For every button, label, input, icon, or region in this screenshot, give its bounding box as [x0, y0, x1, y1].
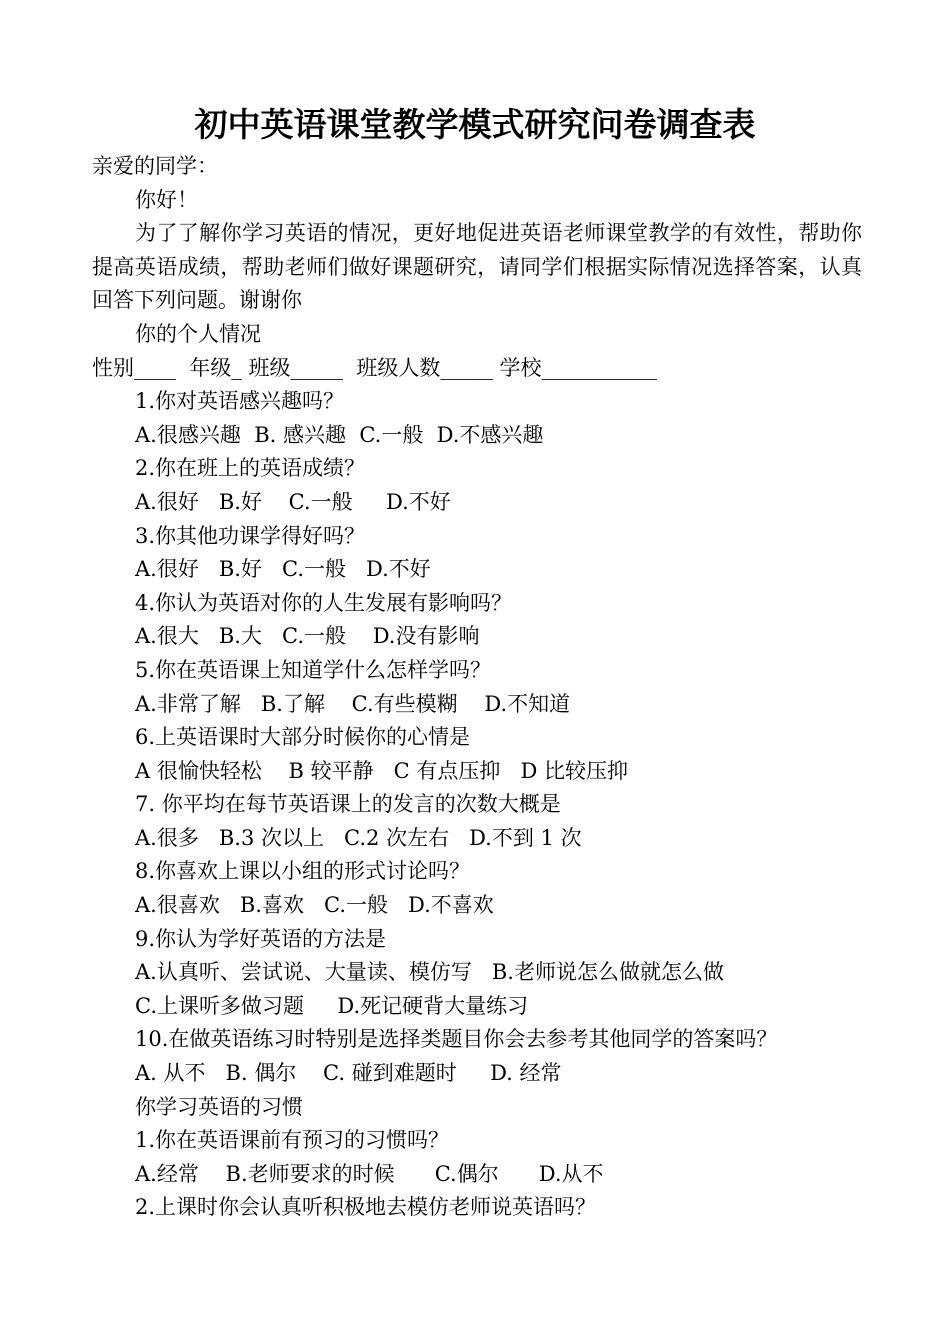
greeting: 亲爱的同学： — [92, 154, 218, 178]
question-3: 3.你其他功课学得好吗？ — [135, 523, 366, 548]
question-1: 1.你对英语感兴趣吗？ — [135, 389, 345, 414]
question-8: 8.你喜欢上课以小组的形式讨论吗？ — [135, 859, 471, 884]
answer-options-6: A 很愉快轻松 B 较平静 C 有点压抑 D 比较压抑 — [135, 758, 628, 783]
answer-options-7: A.很多 B.3 次以上 C.2 次左右 D.不到 1 次 — [135, 825, 582, 850]
personal-info-line: 性别____ 年级_ 班级_____ 班级人数_____ 学校___________ — [92, 355, 658, 380]
question-4: 4.你认为英语对你的人生发展有影响吗？ — [135, 590, 513, 615]
question-5: 5.你在英语课上知道学什么怎样学吗？ — [135, 657, 492, 682]
section-personal-heading: 你的个人情况 — [135, 321, 261, 346]
document-body — [92, 150, 862, 1225]
page-title: 初中英语课堂教学模式研究问卷调查表 — [194, 105, 756, 144]
answer-options-5: A.非常了解 B.了解 C.有些模糊 D.不知道 — [135, 691, 571, 716]
question-9: 9.你认为学好英语的方法是 — [135, 926, 387, 951]
question-2: 2.你在班上的英语成绩？ — [135, 456, 366, 481]
question-10: 10.在做英语练习时特别是选择类题目你会去参考其他同学的答案吗？ — [135, 1027, 778, 1052]
habit-question-1: 1.你在英语课前有预习的习惯吗？ — [135, 1128, 450, 1153]
habit-question-2: 2.上课时你会认真听积极地去模仿老师说英语吗？ — [135, 1195, 597, 1220]
answer-options-4: A.很大 B.大 C.一般 D.没有影响 — [135, 624, 480, 649]
answer-options-8: A.很喜欢 B.喜欢 C.一般 D.不喜欢 — [135, 893, 494, 918]
question-6: 6.上英语课时大部分时候你的心情是 — [135, 725, 471, 750]
habit-answer-options-1: A.经常 B.老师要求的时候 C.偶尔 D.从不 — [135, 1161, 604, 1186]
answer-options-2: A.很好 B.好 C.一般 D.不好 — [135, 489, 451, 514]
answer-options-1: A.很感兴趣 B. 感兴趣 C.一般 D.不感兴趣 — [135, 422, 544, 447]
section-habits-heading: 你学习英语的习惯 — [135, 1094, 303, 1119]
question-7: 7. 你平均在每节英语课上的发言的次数大概是 — [135, 792, 561, 817]
hello-line: 你好！ — [135, 187, 198, 212]
intro-paragraph: 为了了解你学习英语的情况，更好地促进英语老师课堂教学的有效性，帮助你提高英语成绩，帮助老师们做好课题研究，请同学们根据实际情况选择答案，认真回答下列问题。谢谢你 — [92, 221, 862, 313]
answer-options-3: A.很好 B.好 C.一般 D.不好 — [135, 557, 431, 582]
answer-options-9: A.认真听、尝试说、大量读、模仿写 B.老师说怎么做就怎么做 — [135, 960, 724, 985]
answer-options-9-continued: C.上课听多做习题 D.死记硬背大量练习 — [135, 993, 529, 1018]
answer-options-10: A. 从不 B. 偶尔 C. 碰到难题时 D. 经常 — [135, 1061, 562, 1086]
